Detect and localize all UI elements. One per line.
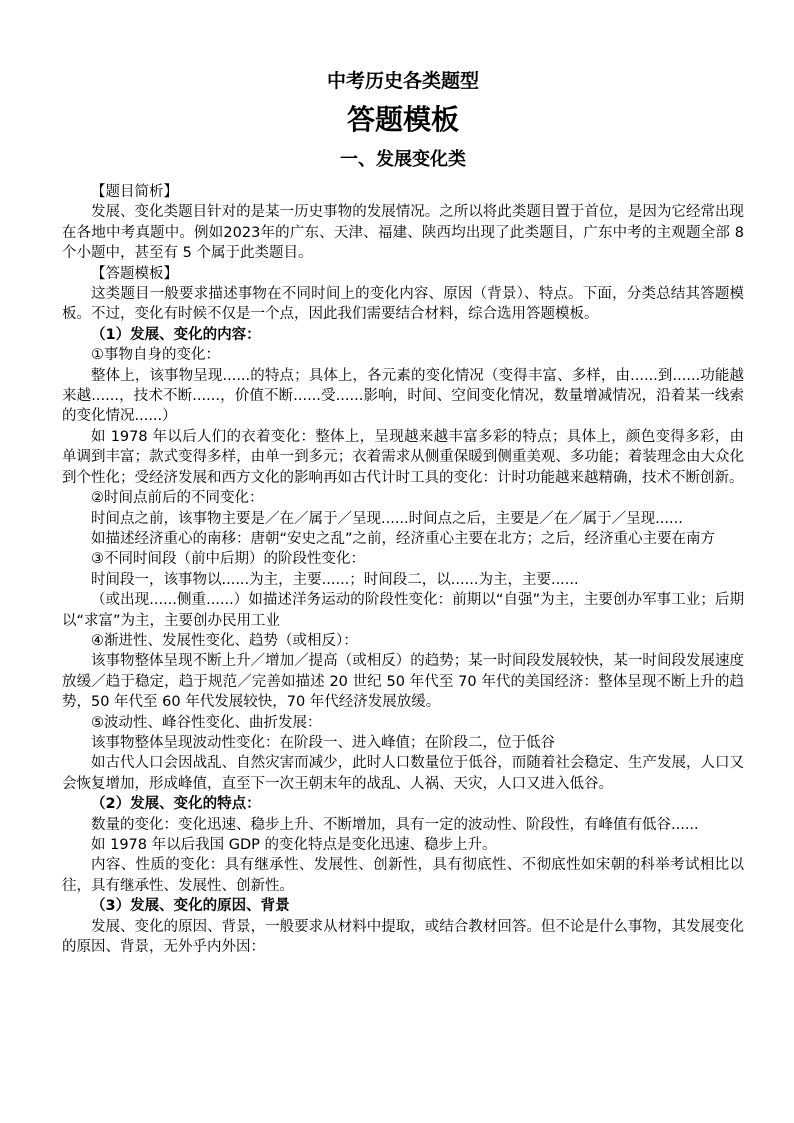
- document-title-large: 答题模板: [346, 103, 459, 136]
- paragraph: ②时间点前后的不同变化：: [91, 490, 264, 507]
- paragraph: 时间段一，该事物以......为主，主要......；时间段二，以......为主，主要......: [91, 571, 579, 588]
- paragraph: 如描述经济重心的南移：唐朝“安史之乱”之前，经济重心主要在北方；之后，经济重心主要在南方: [91, 530, 716, 547]
- paragraph: 内容、性质的变化：具有继承性、发展性、创新性，具有彻底性、不彻底性如宋朝的科举考试相比以往，具有继承性、发展性、创新性。: [62, 857, 744, 894]
- paragraph: 整体上，该事物呈现......的特点；具体上，各元素的变化情况（变得丰富、多样，由......到......功能越来越......，技术不断......，价值不断......受......影响，时间、空间变化情况，数量增减情况，沿着某一线索的变化情况......）: [62, 367, 744, 425]
- paragraph: ①事物自身的变化：: [91, 347, 220, 364]
- document-title-small: 中考历史各类题型: [326, 70, 479, 92]
- paragraph: 该事物整体呈现波动性变化：在阶段一、进入峰值；在阶段二，位于低谷: [91, 734, 555, 751]
- paragraph: ⑤波动性、峰谷性变化、曲折发展：: [91, 714, 322, 731]
- paragraph: （或出现......侧重......）如描述洋务运动的阶段性变化：前期以“自强”为主，主要创办军事工业；后期以“求富”为主，主要创办民用工业: [62, 592, 744, 629]
- paragraph: 该事物整体呈现不断上升／增加／提高（或相反）的趋势；某一时间段发展较快，某一时间段发展速度放缓／趋于稳定，趋于规范／完善如描述 20 世纪 50 年代至 70 年代的美国经济：整体呈现不断上升的趋势，50 年代至 60 年代发展较快，70 年代经济发展放缓。: [62, 653, 744, 711]
- document-body: [62, 182, 749, 957]
- paragraph: 如 1978 年以后人们的衣着变化：整体上，呈现越来越丰富多彩的特点；具体上，颜色变得多彩，由单调到丰富；款式变得多样，由单一到多元；衣着需求从侧重保暖到侧重美观、多功能；着装理念由大众化到个性化；受经济发展和西方文化的影响再如古代计时工具的变化：计时功能越来越精确，技术不断创新。: [62, 428, 744, 486]
- paragraph: 这类题目一般要求描述事物在不同时间上的变化内容、原因（背景）、特点。下面，分类总结其答题模板。不过，变化有时候不仅是一个点，因此我们需要结合材料，综合选用答题模板。: [62, 286, 744, 323]
- paragraph: ③不同时间段（前中后期）的阶段性变化：: [91, 551, 365, 568]
- paragraph: 发展、变化类题目针对的是某一历史事物的发展情况。之所以将此类题目置于首位，是因为它经常出现在各地中考真题中。例如2023年的广东、天津、福建、陕西均出现了此类题目，广东中考的主观题全部 8 个小题中，甚至有 5 个属于此类题目。: [62, 204, 749, 262]
- section-heading: 一、发展变化类: [340, 149, 466, 170]
- paragraph: 【题目简析】: [91, 184, 178, 200]
- paragraph: 数量的变化：变化迅速、稳步上升、不断增加，具有一定的波动性、阶段性，有峰值有低谷......: [91, 816, 699, 833]
- subsection-heading: （1）发展、变化的内容：: [91, 326, 261, 343]
- paragraph: 时间点之前，该事物主要是／在／属于／呈现......时间点之后，主要是／在／属于／呈现......: [91, 510, 683, 527]
- paragraph: 如古代人口会因战乱、自然灾害而减少，此时人口数量位于低谷，而随着社会稳定、生产发展，人口又会恢复增加，形成峰值，直至下一次王朝末年的战乱、人祸、天灾，人口又进入低谷。: [62, 755, 744, 792]
- paragraph: 发展、变化的原因、背景，一般要求从材料中提取，或结合教材回答。但不论是什么事物，其发展变化的原因、背景，无外乎内外因：: [62, 918, 744, 956]
- subsection-heading: （2）发展、变化的特点：: [91, 796, 261, 813]
- paragraph: 如 1978 年以后我国 GDP 的变化特点是变化迅速、稳步上升。: [91, 837, 497, 853]
- paragraph: ④渐进性、发展性变化、趋势（或相反）：: [91, 632, 358, 649]
- subsection-heading: （3）发展、变化的原因、背景: [91, 898, 290, 915]
- paragraph: 【答题模板】: [91, 265, 178, 282]
